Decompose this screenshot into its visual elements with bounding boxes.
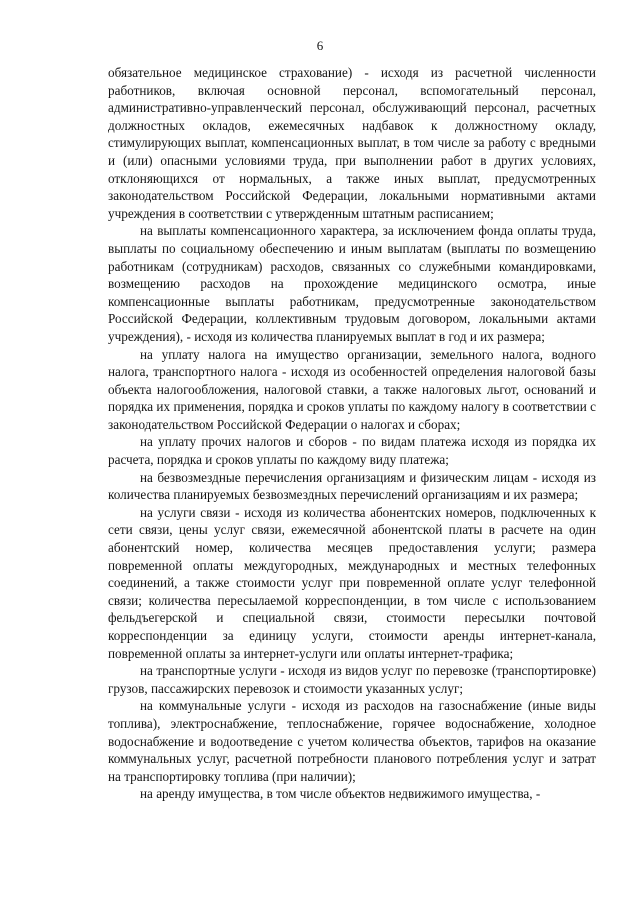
paragraph-communication-services: на услуги связи - исходя из количества абонентских номеров, подключенных к сети связи, цены услуг связи, ежемесячной абонентской платы в расчете на один абонентский номер, количества месяцев предоставления услуги; размера повременной оплаты междугородных, международных и местных телефонных соединений, а также стоимости услуг при повременной оплате услуг телефонной связи; количества пересылаемой корреспонденции, в том числе с использованием фельдъегерской и специальной связи, стоимости пересылки почтовой корреспонденции за единицу услуги, стоимости аренды интернет-канала, повременной оплаты за интернет-услуги или оплаты интернет-трафика;	[108, 504, 596, 661]
document-body	[108, 64, 596, 803]
page-number: 6	[316, 38, 324, 53]
paragraph-property-rent: на аренду имущества, в том числе объектов недвижимого имущества, -	[140, 786, 541, 802]
paragraph-utility-services: на коммунальные услуги - исходя из расходов на газоснабжение (иные виды топлива), электроснабжение, теплоснабжение, горячее водоснабжение, холодное водоснабжение и водоотведение с учетом количества объектов, тарифов на оказание коммунальных услуг, расчетной потребности планового потребления услуг и затрат на транспортировку топлива (при наличии);	[108, 698, 596, 784]
paragraph-other-taxes: на уплату прочих налогов и сборов - по видам платежа исходя из порядка их расчета, порядка и сроков уплаты по каждому виду платежа;	[108, 434, 596, 468]
paragraph-transport-services: на транспортные услуги - исходя из видов услуг по перевозке (транспортировке) грузов, пассажирских перевозок и стоимости указанных услуг;	[108, 663, 596, 696]
paragraph-compensation-payments: на выплаты компенсационного характера, за исключением фонда оплаты труда, выплаты по социальному обеспечению и иным выплатам (выплаты по возмещению работникам (сотрудникам) расходов, связанных со служебными командировками, возмещению расходов на прохождение медицинского осмотра, иные компенсационные выплаты работникам, предусмотренные законодательством Российской Федерации, коллективным трудовым договором, локальными актами учреждения), - исходя из количества планируемых выплат в год и их размера;	[108, 223, 596, 344]
paragraph-continuation: обязательное медицинское страхование) - исходя из расчетной численности работников, включая основной персонал, вспомогательный персонал, административно-управленческий персонал, обслуживающий персонал, расчетных должностных окладов, ежемесячных надбавок к должностному окладу, стимулирующих выплат, компенсационных выплат, в том числе за работу с вредными и (или) опасными условиями труда, при выполнении работ в других условиях, отклоняющихся от нормальных, а также иных выплат, предусмотренных законодательством Российской Федерации, локальными нормативными актами учреждения в соответствии с утвержденным штатным расписанием;	[108, 65, 596, 221]
paragraph-gratuitous-transfers: на безвозмездные перечисления организациям и физическим лицам - исходя из количества планируемых безвозмездных перечислений организациям и их размера;	[108, 469, 596, 503]
paragraph-property-tax: на уплату налога на имущество организации, земельного налога, водного налога, транспортного налога - исходя из особенностей определения налоговой базы объекта налогообложения, налоговой ставки, а также налоговых льгот, оснований и порядка их применения, порядка и сроков уплаты по каждому налогу в соответствии с законодательством Российской Федерации о налогах и сборах;	[108, 346, 596, 432]
